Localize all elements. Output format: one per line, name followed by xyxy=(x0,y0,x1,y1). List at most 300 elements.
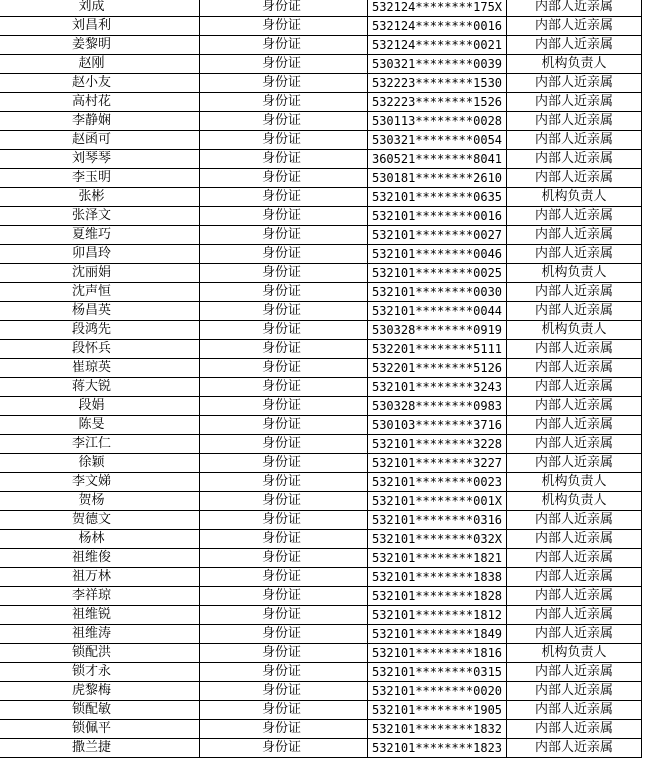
relation-text: 机构负责人 xyxy=(541,474,607,489)
id-type-text: 身份证 xyxy=(261,227,301,242)
table-row[interactable] xyxy=(0,93,642,112)
name-cell[interactable] xyxy=(0,511,200,530)
id-number-cell[interactable] xyxy=(368,492,507,511)
name-cell[interactable] xyxy=(0,226,200,245)
relation-text: 内部人近亲属 xyxy=(534,683,613,698)
name-cell[interactable] xyxy=(0,530,200,549)
id-type-text: 身份证 xyxy=(261,284,301,299)
id-type-cell[interactable] xyxy=(200,663,368,682)
relation-text: 内部人近亲属 xyxy=(534,151,613,166)
table-row[interactable] xyxy=(0,625,642,644)
id-type-text: 身份证 xyxy=(261,265,301,280)
id-number-cell[interactable] xyxy=(368,340,507,359)
relation-cell[interactable] xyxy=(507,264,642,283)
relation-cell[interactable] xyxy=(507,454,642,473)
name-cell[interactable] xyxy=(0,74,200,93)
table-row[interactable] xyxy=(0,169,642,188)
id-number-text: 532223********1526 xyxy=(371,95,503,109)
name-cell[interactable] xyxy=(0,435,200,454)
id-type-text: 身份证 xyxy=(261,607,301,622)
id-type-cell[interactable] xyxy=(200,435,368,454)
name-text: 卯昌玲 xyxy=(71,246,111,261)
relation-cell[interactable] xyxy=(507,321,642,340)
id-number-text: 532124********0021 xyxy=(371,38,503,52)
name-cell[interactable] xyxy=(0,169,200,188)
name-cell[interactable] xyxy=(0,378,200,397)
name-cell[interactable] xyxy=(0,302,200,321)
name-text: 祖维锐 xyxy=(71,607,111,622)
id-number-text: 532101********1821 xyxy=(371,551,503,565)
relation-cell[interactable] xyxy=(507,720,642,739)
relation-cell[interactable] xyxy=(507,112,642,131)
table-row[interactable] xyxy=(0,739,642,758)
id-type-cell[interactable] xyxy=(200,397,368,416)
name-cell[interactable] xyxy=(0,625,200,644)
id-number-text: 532101********0020 xyxy=(371,684,503,698)
id-type-cell[interactable] xyxy=(200,188,368,207)
id-type-cell[interactable] xyxy=(200,416,368,435)
id-number-cell[interactable] xyxy=(368,131,507,150)
name-cell[interactable] xyxy=(0,36,200,55)
id-number-text: 530321********0039 xyxy=(371,57,503,71)
table-row[interactable] xyxy=(0,663,642,682)
relation-text: 内部人近亲属 xyxy=(534,398,613,413)
table-row[interactable] xyxy=(0,0,642,17)
table-row[interactable] xyxy=(0,492,642,511)
table-row[interactable] xyxy=(0,131,642,150)
id-number-cell[interactable] xyxy=(368,511,507,530)
name-text: 杨昌英 xyxy=(71,303,111,318)
name-text: 祖维涛 xyxy=(71,626,111,641)
relation-cell[interactable] xyxy=(507,549,642,568)
id-type-text: 身份证 xyxy=(261,588,301,603)
table-row[interactable] xyxy=(0,245,642,264)
id-number-text: 532101********3227 xyxy=(371,456,503,470)
name-cell[interactable] xyxy=(0,207,200,226)
name-cell[interactable] xyxy=(0,188,200,207)
name-text: 张彬 xyxy=(78,189,105,204)
id-number-text: 532101********1828 xyxy=(371,589,503,603)
relation-text: 内部人近亲属 xyxy=(534,664,613,679)
relation-text: 内部人近亲属 xyxy=(534,37,613,52)
id-type-cell[interactable] xyxy=(200,720,368,739)
relation-cell[interactable] xyxy=(507,568,642,587)
id-type-cell[interactable] xyxy=(200,568,368,587)
name-cell[interactable] xyxy=(0,454,200,473)
name-cell[interactable] xyxy=(0,473,200,492)
name-text: 李江仁 xyxy=(71,436,111,451)
id-number-text: 532101********1832 xyxy=(371,722,503,736)
name-text: 崔琼英 xyxy=(71,360,111,375)
id-type-text: 身份证 xyxy=(261,683,301,698)
name-text: 锁佩平 xyxy=(71,721,111,736)
id-type-cell[interactable] xyxy=(200,264,368,283)
name-cell[interactable] xyxy=(0,663,200,682)
name-text: 李静娴 xyxy=(71,113,111,128)
id-number-text: 532101********0044 xyxy=(371,304,503,318)
relation-text: 内部人近亲属 xyxy=(534,341,613,356)
id-number-cell[interactable] xyxy=(368,359,507,378)
id-type-text: 身份证 xyxy=(261,436,301,451)
relation-text: 内部人近亲属 xyxy=(534,512,613,527)
table-row[interactable] xyxy=(0,720,642,739)
table-row[interactable] xyxy=(0,55,642,74)
relation-cell[interactable] xyxy=(507,150,642,169)
id-type-text: 身份证 xyxy=(261,113,301,128)
id-type-cell[interactable] xyxy=(200,701,368,720)
id-type-cell[interactable] xyxy=(200,530,368,549)
relation-text: 内部人近亲属 xyxy=(534,702,613,717)
id-type-text: 身份证 xyxy=(261,721,301,736)
id-type-text: 身份证 xyxy=(261,303,301,318)
relation-cell[interactable] xyxy=(507,245,642,264)
id-type-text: 身份证 xyxy=(261,37,301,52)
table-row[interactable] xyxy=(0,340,642,359)
name-text: 高村花 xyxy=(71,94,111,109)
table-row[interactable] xyxy=(0,359,642,378)
name-cell[interactable] xyxy=(0,340,200,359)
id-number-text: 532101********0025 xyxy=(371,266,503,280)
id-type-cell[interactable] xyxy=(200,587,368,606)
name-cell[interactable] xyxy=(0,245,200,264)
id-type-text: 身份证 xyxy=(261,170,301,185)
relation-text: 内部人近亲属 xyxy=(534,436,613,451)
id-type-cell[interactable] xyxy=(200,625,368,644)
relation-cell[interactable] xyxy=(507,17,642,36)
name-cell[interactable] xyxy=(0,397,200,416)
id-type-cell[interactable] xyxy=(200,74,368,93)
id-type-cell[interactable] xyxy=(200,283,368,302)
name-cell[interactable] xyxy=(0,93,200,112)
name-text: 段鸿先 xyxy=(71,322,111,337)
table-row[interactable] xyxy=(0,530,642,549)
id-type-cell[interactable] xyxy=(200,644,368,663)
id-type-cell[interactable] xyxy=(200,511,368,530)
id-number-cell[interactable] xyxy=(368,17,507,36)
id-number-cell[interactable] xyxy=(368,188,507,207)
id-type-cell[interactable] xyxy=(200,321,368,340)
relation-text: 内部人近亲属 xyxy=(534,721,613,736)
table-row[interactable] xyxy=(0,435,642,454)
id-type-cell[interactable] xyxy=(200,36,368,55)
relation-cell[interactable] xyxy=(507,55,642,74)
id-type-cell[interactable] xyxy=(200,378,368,397)
id-number-cell[interactable] xyxy=(368,549,507,568)
id-number-text: 532223********1530 xyxy=(371,76,503,90)
relation-cell[interactable] xyxy=(507,378,642,397)
relation-cell[interactable] xyxy=(507,397,642,416)
relation-cell[interactable] xyxy=(507,283,642,302)
table-row[interactable] xyxy=(0,321,642,340)
id-type-text: 身份证 xyxy=(261,208,301,223)
name-text: 祖维俊 xyxy=(71,550,111,565)
table-row[interactable] xyxy=(0,188,642,207)
id-number-cell[interactable] xyxy=(368,568,507,587)
relation-cell[interactable] xyxy=(507,0,642,17)
table-row[interactable] xyxy=(0,74,642,93)
name-text: 蒋大锐 xyxy=(71,379,111,394)
id-type-cell[interactable] xyxy=(200,226,368,245)
id-number-cell[interactable] xyxy=(368,397,507,416)
name-cell[interactable] xyxy=(0,587,200,606)
relation-text: 内部人近亲属 xyxy=(534,550,613,565)
table-row[interactable] xyxy=(0,682,642,701)
name-text: 刘成 xyxy=(78,0,105,14)
id-number-text: 532101********1816 xyxy=(371,646,503,660)
relation-cell[interactable] xyxy=(507,701,642,720)
table-row[interactable] xyxy=(0,416,642,435)
table-row[interactable] xyxy=(0,264,642,283)
relation-cell[interactable] xyxy=(507,587,642,606)
id-number-cell[interactable] xyxy=(368,74,507,93)
name-cell[interactable] xyxy=(0,568,200,587)
relation-cell[interactable] xyxy=(507,340,642,359)
id-type-cell[interactable] xyxy=(200,207,368,226)
table-row[interactable] xyxy=(0,397,642,416)
relation-cell[interactable] xyxy=(507,739,642,758)
relation-text: 内部人近亲属 xyxy=(534,208,613,223)
name-cell[interactable] xyxy=(0,549,200,568)
id-type-cell[interactable] xyxy=(200,169,368,188)
id-number-cell[interactable] xyxy=(368,0,507,17)
name-cell[interactable] xyxy=(0,492,200,511)
id-number-cell[interactable] xyxy=(368,606,507,625)
id-number-cell[interactable] xyxy=(368,283,507,302)
name-cell[interactable] xyxy=(0,416,200,435)
relation-cell[interactable] xyxy=(507,188,642,207)
id-type-text: 身份证 xyxy=(261,645,301,660)
relation-text: 内部人近亲属 xyxy=(534,417,613,432)
name-cell[interactable] xyxy=(0,720,200,739)
id-type-cell[interactable] xyxy=(200,245,368,264)
relation-text: 内部人近亲属 xyxy=(534,227,613,242)
id-type-cell[interactable] xyxy=(200,454,368,473)
id-number-text: 532101********1905 xyxy=(371,703,503,717)
relation-cell[interactable] xyxy=(507,435,642,454)
relation-text: 内部人近亲属 xyxy=(534,246,613,261)
id-number-cell[interactable] xyxy=(368,169,507,188)
id-type-cell[interactable] xyxy=(200,492,368,511)
relation-cell[interactable] xyxy=(507,416,642,435)
table-row[interactable] xyxy=(0,207,642,226)
name-cell[interactable] xyxy=(0,644,200,663)
id-number-cell[interactable] xyxy=(368,302,507,321)
name-cell[interactable] xyxy=(0,264,200,283)
id-number-cell[interactable] xyxy=(368,150,507,169)
id-number-cell[interactable] xyxy=(368,264,507,283)
id-number-cell[interactable] xyxy=(368,739,507,758)
name-cell[interactable] xyxy=(0,131,200,150)
name-text: 虎黎梅 xyxy=(71,683,111,698)
name-text: 贺杨 xyxy=(78,493,105,508)
id-number-cell[interactable] xyxy=(368,625,507,644)
relation-cell[interactable] xyxy=(507,131,642,150)
table-row[interactable] xyxy=(0,283,642,302)
id-number-text: 360521********8041 xyxy=(371,152,503,166)
id-type-cell[interactable] xyxy=(200,150,368,169)
table-row[interactable] xyxy=(0,454,642,473)
id-number-text: 532101********1823 xyxy=(371,741,503,755)
id-number-cell[interactable] xyxy=(368,416,507,435)
name-cell[interactable] xyxy=(0,55,200,74)
relation-cell[interactable] xyxy=(507,93,642,112)
table-row[interactable] xyxy=(0,112,642,131)
id-number-text: 530328********0919 xyxy=(371,323,503,337)
name-cell[interactable] xyxy=(0,701,200,720)
relation-text: 机构负责人 xyxy=(541,645,607,660)
table-row[interactable] xyxy=(0,549,642,568)
id-type-text: 身份证 xyxy=(261,322,301,337)
name-cell[interactable] xyxy=(0,0,200,17)
name-cell[interactable] xyxy=(0,682,200,701)
id-number-cell[interactable] xyxy=(368,701,507,720)
table-row[interactable] xyxy=(0,302,642,321)
id-number-cell[interactable] xyxy=(368,36,507,55)
id-number-cell[interactable] xyxy=(368,663,507,682)
id-type-cell[interactable] xyxy=(200,55,368,74)
relation-cell[interactable] xyxy=(507,36,642,55)
relation-cell[interactable] xyxy=(507,302,642,321)
name-text: 陈旻 xyxy=(78,417,105,432)
id-number-cell[interactable] xyxy=(368,530,507,549)
name-text: 贺德文 xyxy=(71,512,111,527)
name-cell[interactable] xyxy=(0,739,200,758)
name-text: 徐颖 xyxy=(78,455,105,470)
name-cell[interactable] xyxy=(0,283,200,302)
table-row[interactable] xyxy=(0,606,642,625)
table-row[interactable] xyxy=(0,473,642,492)
id-number-cell[interactable] xyxy=(368,55,507,74)
relation-cell[interactable] xyxy=(507,530,642,549)
id-number-cell[interactable] xyxy=(368,473,507,492)
name-text: 赵函可 xyxy=(71,132,111,147)
relation-text: 内部人近亲属 xyxy=(534,360,613,375)
id-number-cell[interactable] xyxy=(368,378,507,397)
id-type-cell[interactable] xyxy=(200,359,368,378)
id-number-text: 532101********001X xyxy=(371,494,503,508)
name-cell[interactable] xyxy=(0,606,200,625)
id-type-cell[interactable] xyxy=(200,739,368,758)
id-type-text: 身份证 xyxy=(261,151,301,166)
id-number-cell[interactable] xyxy=(368,245,507,264)
name-cell[interactable] xyxy=(0,150,200,169)
id-type-text: 身份证 xyxy=(261,455,301,470)
name-cell[interactable] xyxy=(0,359,200,378)
relation-text: 机构负责人 xyxy=(541,265,607,280)
name-cell[interactable] xyxy=(0,112,200,131)
id-number-cell[interactable] xyxy=(368,435,507,454)
name-text: 段娟 xyxy=(78,398,105,413)
relation-cell[interactable] xyxy=(507,625,642,644)
table-row[interactable] xyxy=(0,226,642,245)
id-number-text: 532101********0046 xyxy=(371,247,503,261)
id-type-text: 身份证 xyxy=(261,75,301,90)
relation-cell[interactable] xyxy=(507,682,642,701)
id-number-cell[interactable] xyxy=(368,682,507,701)
relation-text: 内部人近亲属 xyxy=(534,0,613,14)
relation-cell[interactable] xyxy=(507,207,642,226)
table-row[interactable] xyxy=(0,644,642,663)
table-row[interactable] xyxy=(0,150,642,169)
id-type-cell[interactable] xyxy=(200,473,368,492)
id-type-text: 身份证 xyxy=(261,493,301,508)
name-text: 赵小友 xyxy=(71,75,111,90)
name-text: 锁才永 xyxy=(71,664,111,679)
id-type-cell[interactable] xyxy=(200,340,368,359)
id-number-text: 532201********5126 xyxy=(371,361,503,375)
id-type-text: 身份证 xyxy=(261,341,301,356)
relation-cell[interactable] xyxy=(507,473,642,492)
relation-cell[interactable] xyxy=(507,359,642,378)
id-type-cell[interactable] xyxy=(200,549,368,568)
name-cell[interactable] xyxy=(0,17,200,36)
id-number-text: 532101********1849 xyxy=(371,627,503,641)
name-text: 姜黎明 xyxy=(71,37,111,52)
name-cell[interactable] xyxy=(0,321,200,340)
relation-cell[interactable] xyxy=(507,226,642,245)
table-row[interactable] xyxy=(0,17,642,36)
table-row[interactable] xyxy=(0,568,642,587)
id-number-cell[interactable] xyxy=(368,720,507,739)
table-row[interactable] xyxy=(0,587,642,606)
relation-cell[interactable] xyxy=(507,663,642,682)
name-text: 李文娣 xyxy=(71,474,111,489)
relation-text: 内部人近亲属 xyxy=(534,607,613,622)
id-number-cell[interactable] xyxy=(368,587,507,606)
table-row[interactable] xyxy=(0,511,642,530)
id-type-cell[interactable] xyxy=(200,302,368,321)
name-text: 段怀兵 xyxy=(71,341,111,356)
relation-text: 内部人近亲属 xyxy=(534,379,613,394)
id-number-cell[interactable] xyxy=(368,321,507,340)
relation-text: 内部人近亲属 xyxy=(534,588,613,603)
id-number-text: 532101********0635 xyxy=(371,190,503,204)
relation-cell[interactable] xyxy=(507,74,642,93)
id-number-cell[interactable] xyxy=(368,207,507,226)
name-text: 赵刚 xyxy=(78,56,105,71)
id-number-cell[interactable] xyxy=(368,226,507,245)
name-text: 张泽文 xyxy=(71,208,111,223)
id-type-cell[interactable] xyxy=(200,606,368,625)
table-row[interactable] xyxy=(0,36,642,55)
id-type-cell[interactable] xyxy=(200,682,368,701)
id-type-text: 身份证 xyxy=(261,0,301,14)
name-text: 撒兰捷 xyxy=(71,740,111,755)
id-number-cell[interactable] xyxy=(368,93,507,112)
id-type-cell[interactable] xyxy=(200,0,368,17)
relation-text: 内部人近亲属 xyxy=(534,531,613,546)
id-type-text: 身份证 xyxy=(261,474,301,489)
id-type-cell[interactable] xyxy=(200,17,368,36)
id-type-cell[interactable] xyxy=(200,112,368,131)
name-text: 刘琴琴 xyxy=(71,151,111,166)
relation-cell[interactable] xyxy=(507,169,642,188)
relation-text: 内部人近亲属 xyxy=(534,75,613,90)
relation-cell[interactable] xyxy=(507,606,642,625)
relation-cell[interactable] xyxy=(507,492,642,511)
table-row[interactable] xyxy=(0,378,642,397)
relation-cell[interactable] xyxy=(507,644,642,663)
name-text: 沈声恒 xyxy=(71,284,111,299)
id-type-cell[interactable] xyxy=(200,93,368,112)
id-number-cell[interactable] xyxy=(368,112,507,131)
id-type-cell[interactable] xyxy=(200,131,368,150)
id-number-cell[interactable] xyxy=(368,454,507,473)
id-type-text: 身份证 xyxy=(261,550,301,565)
relation-cell[interactable] xyxy=(507,511,642,530)
id-number-cell[interactable] xyxy=(368,644,507,663)
table-row[interactable] xyxy=(0,701,642,720)
